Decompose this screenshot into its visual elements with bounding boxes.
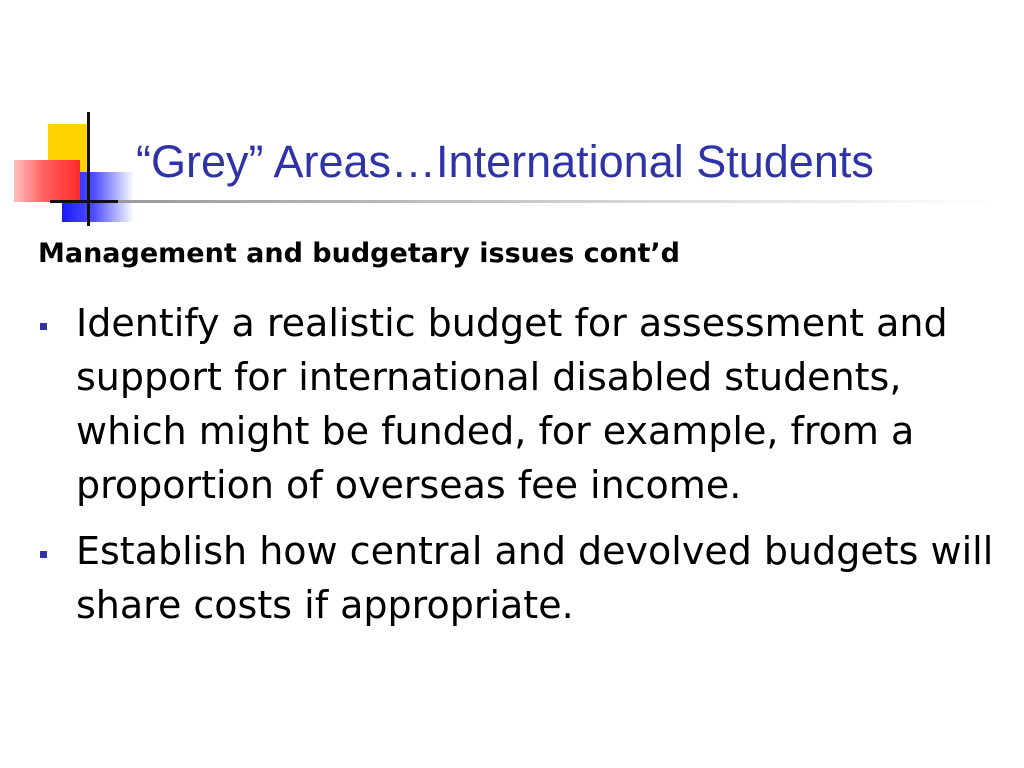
logo-vertical-line	[87, 112, 90, 226]
bullet-list	[36, 296, 1006, 644]
title-underline-rule	[118, 200, 998, 203]
bullet-item	[36, 296, 1006, 512]
bullet-text: Establish how central and devolved budgets will share costs if appropriate.	[76, 529, 994, 627]
logo-red-square	[14, 160, 80, 202]
slide-logo-graphic	[0, 0, 140, 230]
bullet-item	[36, 524, 1006, 632]
slide-subtitle: Management and budgetary issues cont’d	[38, 238, 680, 269]
bullet-square-icon	[40, 551, 47, 558]
slide-title: “Grey” Areas…International Students	[136, 136, 874, 187]
bullet-square-icon	[40, 323, 47, 330]
bullet-text: Identify a realistic budget for assessment and support for international disabled students, which might be funded, for example, from a proportion of overseas fee income.	[76, 301, 948, 507]
